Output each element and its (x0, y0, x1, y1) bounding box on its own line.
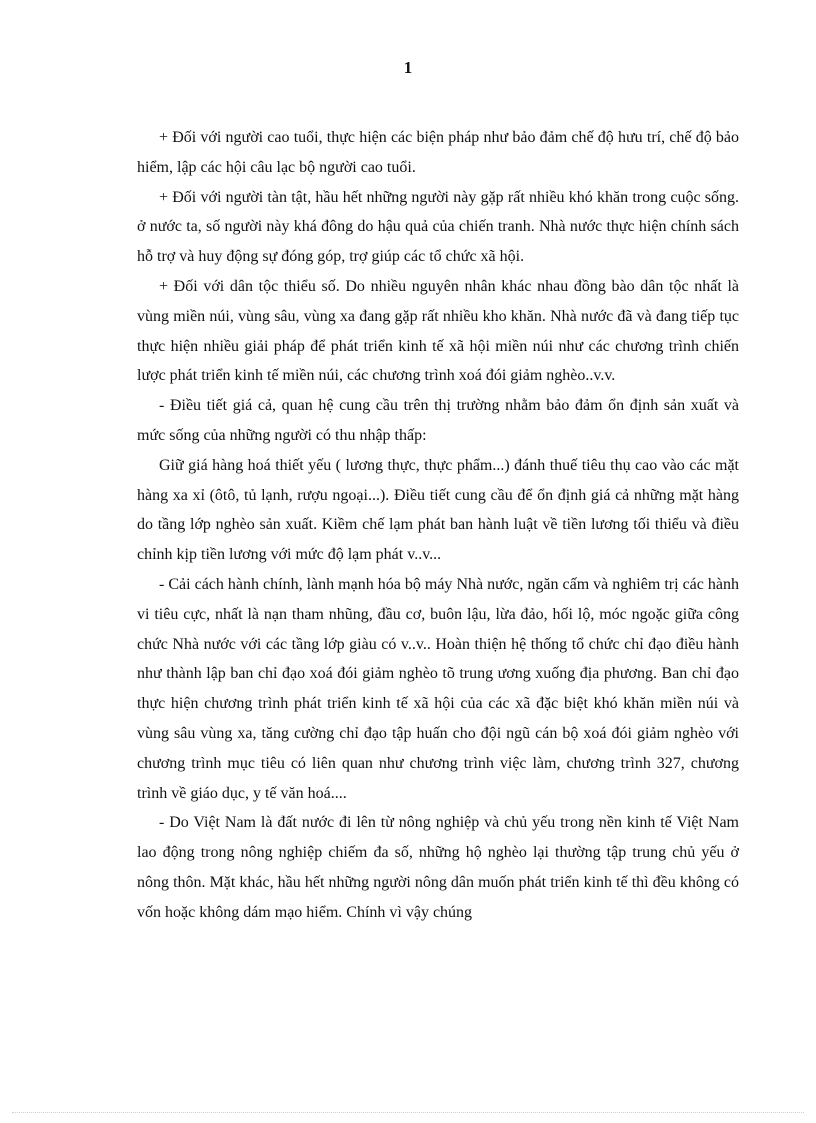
document-body (137, 123, 739, 928)
paragraph-essential-goods: Giữ giá hàng hoá thiết yếu ( lương thực, thực phẩm...) đánh thuế tiêu thụ cao vào các mặt hàng xa xỉ (ôtô, tủ lạnh, rượu ngoại...). Điều tiết cung cầu để ổn định giá cả những mặt hàng do tầng lớp nghèo sản xuất. Kiềm chế lạm phát ban hành luật về tiền lương tối thiểu và điều chỉnh kịp tiền lương với mức độ lạm phát v..v... (137, 456, 739, 564)
paragraph-elderly: + Đối với người cao tuổi, thực hiện các biện pháp như bảo đảm chế độ hưu trí, chế độ bảo hiểm, lập các hội câu lạc bộ người cao tuổi. (137, 129, 739, 176)
paragraph-disabled: + Đối với người tàn tật, hầu hết những người này gặp rất nhiều khó khăn trong cuộc sống. ở nước ta, số người này khá đông do hậu quả của chiến tranh. Nhà nước thực hiện chính sách hỗ trợ và huy động sự đóng góp, trợ giúp các tổ chức xã hội. (137, 188, 739, 266)
page-number: 1 (403, 58, 413, 77)
paragraph-ethnic-minorities: + Đối với dân tộc thiểu số. Do nhiều nguyên nhân khác nhau đồng bào dân tộc nhất là vùng miền núi, vùng sâu, vùng xa đang gặp rất nhiều kho khăn. Nhà nước đã và đang tiếp tục thực hiện nhiều giải pháp để phát triển kinh tế xã hội miền núi như các chương trình chiến lược phát triển kinh tế miền núi, các chương trình xoá đói giảm nghèo..v.v. (137, 277, 739, 385)
paragraph-agriculture: - Do Việt Nam là đất nước đi lên từ nông nghiệp và chủ yếu trong nền kinh tế Việt Nam lao động trong nông nghiệp chiếm đa số, những hộ nghèo lại thường tập trung chủ yếu ở nông thôn. Mặt khác, hầu hết những người nông dân muốn phát triển kinh tế thì đều không có vốn hoặc không dám mạo hiểm. Chính vì vậy chúng (137, 814, 739, 921)
paragraph-price-regulation: - Điều tiết giá cả, quan hệ cung cầu trên thị trường nhằm bảo đảm ổn định sản xuất và mức sống của những người có thu nhập thấp: (137, 397, 739, 444)
page-bottom-divider (12, 1112, 804, 1113)
paragraph-administrative-reform: - Cải cách hành chính, lành mạnh hóa bộ máy Nhà nước, ngăn cấm và nghiêm trị các hành vi tiêu cực, nhất là nạn tham nhũng, đầu cơ, buôn lậu, lừa đảo, hối lộ, móc ngoặc giữa công chức Nhà nước với các tầng lớp giàu có v..v.. Hoàn thiện hệ thống tổ chức chỉ đạo điều hành như thành lập ban chỉ đạo xoá đói giảm nghèo tõ trung ương xuống địa phương. Ban chỉ đạo thực hiện chương trình phát triển kinh tế xã hội của các xã đặc biệt khó khăn miền núi và vùng sâu vùng xa, tăng cường chỉ đạo tập huấn cho đội ngũ cán bộ xoá đói giảm nghèo với chương trình mục tiêu có liên quan như chương trình việc làm, chương trình 327, chương trình về giáo dục, y tế văn hoá.... (137, 575, 739, 802)
